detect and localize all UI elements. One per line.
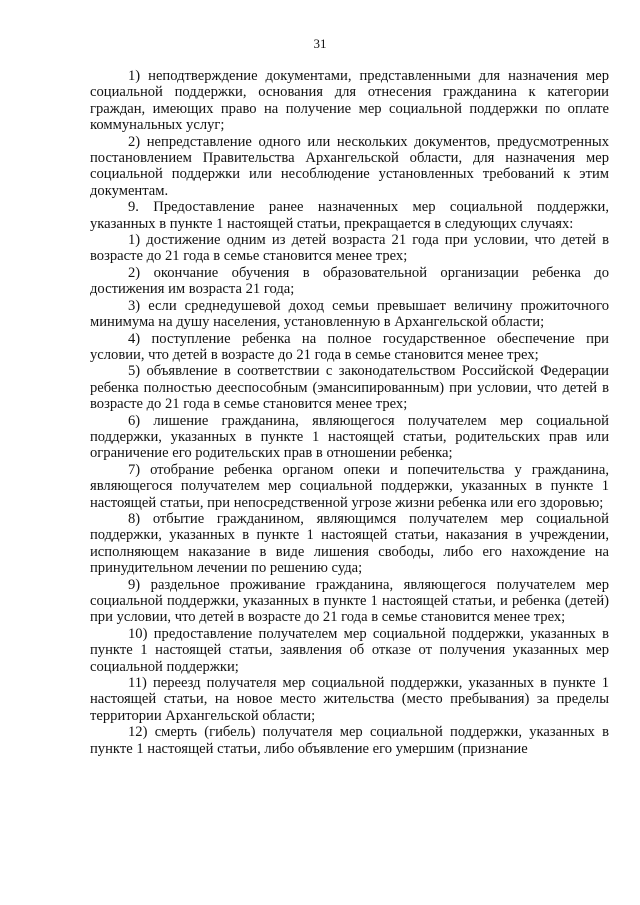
paragraph-1-non-confirmation: 1) неподтверждение документами, представленными для назначения мер социальной поддержки, основания для отнесения гражданина к категории граждан, имеющих право на получение мер социальной поддержки по оплате коммунальных услуг; — [90, 68, 609, 134]
page-number: 31 — [313, 36, 327, 51]
list-item-1-age-21: 1) достижение одним из детей возраста 21 года при условии, что детей в возрасте до 21 года в семье становится менее трех; — [90, 232, 609, 265]
list-item-12-death: 12) смерть (гибель) получателя мер социальной поддержки, указанных в пункте 1 настоящей статьи, либо объявление его умершим (признание — [90, 724, 609, 757]
list-item-8-imprisonment: 8) отбытие гражданином, являющимся получателем мер социальной поддержки, указанных в пункте 1 настоящей статьи, наказания в учреждении, исполняющем наказание в виде лишения свободы, либо его нахождение на принудительном лечении по решению суда; — [90, 510, 609, 577]
list-item-3-income-exceeds: 3) если среднедушевой доход семьи превышает величину прожиточного минимума на душу населения, установленную в Архангельской области; — [90, 297, 609, 331]
paragraph-2-non-submission: 2) непредставление одного или нескольких документов, предусмотренных постановлением Правительства Архангельской области, для назначения мер социальной поддержки или несоблюдение установленных требований к этим документам. — [90, 133, 609, 199]
paragraph-9-termination-intro: 9. Предоставление ранее назначенных мер социальной поддержки, указанных в пункте 1 настоящей статьи, прекращается в следующих случаях: — [90, 199, 609, 232]
list-item-4-state-support: 4) поступление ребенка на полное государственное обеспечение при условии, что детей в возрасте до 21 года в семье становится менее трех; — [90, 330, 609, 363]
list-item-5-emancipation: 5) объявление в соответствии с законодательством Российской Федерации ребенка полностью дееспособным (эмансипированным) при условии, что детей в возрасте до 21 года в семье становится менее трех; — [90, 363, 609, 413]
list-item-9-separate-living: 9) раздельное проживание гражданина, являющегося получателем мер социальной поддержки, указанных в пункте 1 настоящей статьи, и ребенка (детей) при условии, что детей в возрасте до 21 года в семье становится менее трех; — [90, 576, 609, 626]
list-item-7-child-removal: 7) отобрание ребенка органом опеки и попечительства у гражданина, являющегося получателем мер социальной поддержки, указанных в пункте 1 настоящей статьи, при непосредственной угрозе жизни ребенка или его здоровью; — [90, 461, 609, 511]
list-item-10-refusal: 10) предоставление получателем мер социальной поддержки, указанных в пункте 1 настоящей статьи, заявления об отказе от получения указанных мер социальной поддержки; — [90, 625, 609, 675]
list-item-11-relocation: 11) переезд получателя мер социальной поддержки, указанных в пункте 1 настоящей статьи, на новое место жительства (место пребывания) за пределы территории Архангельской области; — [90, 675, 609, 724]
document-body — [90, 68, 609, 757]
list-item-6-parental-rights: 6) лишение гражданина, являющегося получателем мер социальной поддержки, указанных в пункте 1 настоящей статьи, родительских прав или ограничение его родительских прав в отношении ребенка; — [90, 412, 609, 462]
list-item-2-education-end: 2) окончание обучения в образовательной организации ребенка до достижения им возраста 21 года; — [90, 264, 609, 298]
